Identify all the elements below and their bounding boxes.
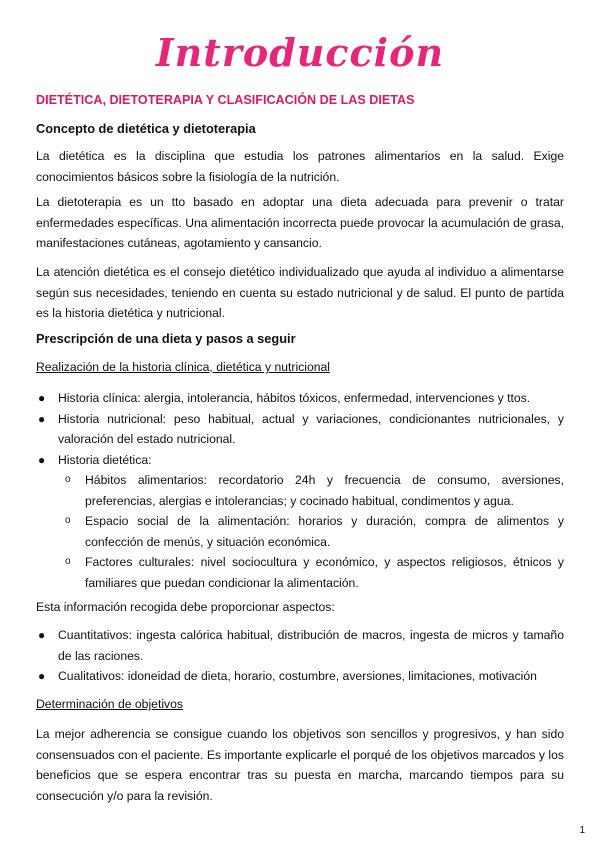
bullet-icon: ● xyxy=(38,411,46,426)
section-title: DIETÉTICA, DIETOTERAPIA Y CLASIFICACIÓN DE LAS DIETAS xyxy=(36,93,415,107)
sub-list-item-text: Factores culturales: nivel sociocultura y económico, y aspectos religiosos, étnicos y familiares que puedan condicionar la alimentación. xyxy=(85,555,564,590)
bullet-icon: ● xyxy=(38,669,46,683)
sub-list-item xyxy=(58,511,564,552)
list-item-text: Historia clínica: alergia, intolerancia, hábitos tóxicos, enfermedad, intervenciones y ttos. xyxy=(58,391,531,405)
list-item xyxy=(36,409,564,450)
list-item xyxy=(36,388,564,409)
objetivos-paragraph: La mejor adherencia se consigue cuando los objetivos son sencillos y progresivos, y han sido consensuados con el paciente. Es importante explicarle el porqué de los objetivos marcados y los beneficios que se espera encontrar tras su puesta en marcha, marcando tiempos para su consecución y/o para la revisión. xyxy=(36,727,564,803)
list-item xyxy=(36,666,564,687)
circle-bullet-icon: o xyxy=(65,556,71,567)
concepto-heading: Concepto de dietética y dietoterapia xyxy=(36,121,256,136)
list-item-text: Cualitativos: idoneidad de dieta, horario, costumbre, aversiones, limitaciones, motivación xyxy=(58,669,537,683)
list-item-text: Historia dietética: xyxy=(58,452,152,467)
objetivos-heading: Determinación de objetivos xyxy=(36,697,184,711)
circle-bullet-icon: o xyxy=(65,474,71,485)
page-number: 1 xyxy=(579,825,585,836)
aspectos-list xyxy=(36,625,564,687)
circle-bullet-icon: o xyxy=(65,515,71,526)
sub-list-item xyxy=(58,552,564,593)
info-text: Esta información recogida debe proporcionar aspectos: xyxy=(36,600,335,614)
list-item-text: Cuantitativos: ingesta calórica habitual, distribución de macros, ingesta de micros y tamaño de las raciones. xyxy=(58,628,564,663)
sub-list-item-text: Hábitos alimentarios: recordatorio 24h y frecuencia de consumo, aversiones, preferencias, alergias e intolerancias; y cocinado habitual, condimentos y agua. xyxy=(85,473,564,508)
concepto-paragraph-1: La dietética es la disciplina que estudia los patrones alimentarios en la salud. Exige conocimientos básicos sobre la fisiología de la nutrición. xyxy=(36,149,564,184)
bullet-icon: ● xyxy=(38,628,46,642)
historia-list xyxy=(36,388,564,593)
concepto-paragraph-3: La atención dietética es el consejo dietético individualizado que ayuda al individuo a alimentarse según sus necesidades, teniendo en cuenta su estado nutricional y de salud. El punto de partida es la historia dietética y nutricional. xyxy=(36,265,564,320)
bullet-icon: ● xyxy=(38,391,46,405)
historia-dietetica-sublist xyxy=(58,470,564,593)
list-item-text: Historia nutricional: peso habitual, actual y variaciones, condicionantes nutricionales, y valoración del estado nutricional. xyxy=(58,411,564,446)
concepto-paragraph-2: La dietoterapia es un tto basado en adoptar una dieta adecuada para prevenir o tratar enfermedades específicas. Una alimentación incorrecta puede provocar la acumulación de grasa, manifestaciones cutáneas, agotamiento y cansancio. xyxy=(36,195,564,250)
page-title: Introducción xyxy=(155,30,445,75)
realizacion-heading: Realización de la historia clínica, dietética y nutricional xyxy=(36,360,331,374)
prescripcion-heading: Prescripción de una dieta y pasos a seguir xyxy=(36,331,296,346)
list-item xyxy=(36,450,564,594)
list-item xyxy=(36,625,564,666)
sub-list-item-text: Espacio social de la alimentación: horarios y duración, compra de alimentos y confección de menús, y situación económica. xyxy=(85,514,564,549)
bullet-icon: ● xyxy=(38,452,46,467)
sub-list-item xyxy=(58,470,564,511)
